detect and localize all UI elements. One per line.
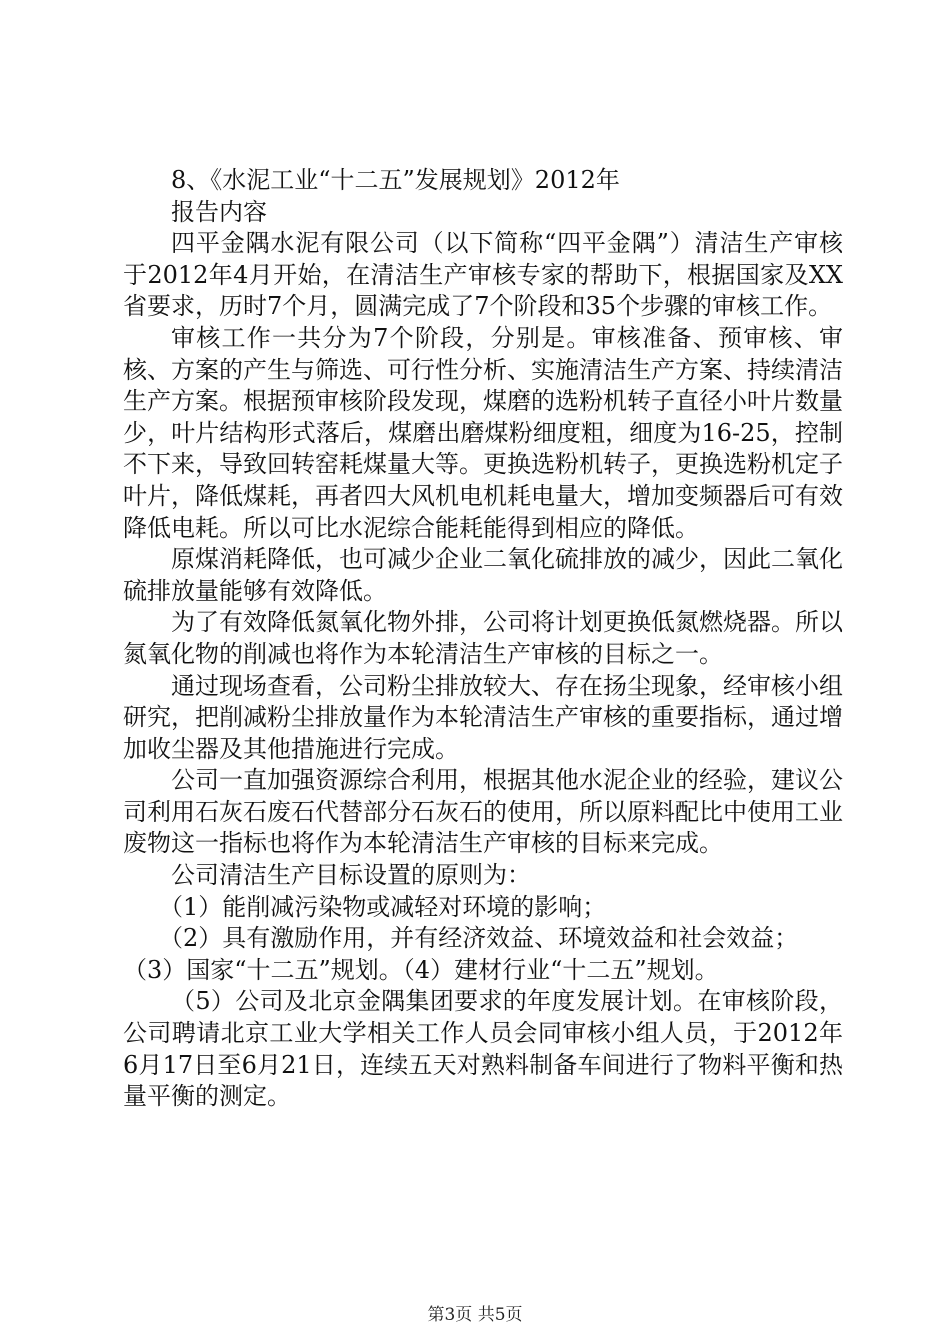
page-number-footer: 第3页 共5页 bbox=[427, 1305, 523, 1325]
paragraph-principle-5: （5）公司及北京金隅集团要求的年度发展计划。在审核阶段，公司聘请北京工业大学相关工作人员会同审核小组人员，于2012年6月17日至6月21日，连续五天对熟料制备车间进行了物料平衡和热量平衡的测定。 bbox=[123, 987, 843, 1111]
paragraph-sulfur-dioxide: 原煤消耗降低，也可减少企业二氧化硫排放的减少，因此二氧化硫排放量能够有效降低。 bbox=[123, 545, 843, 605]
paragraph-principle-2: （2）具有激励作用，并有经济效益、环境效益和社会效益； bbox=[159, 924, 799, 953]
paragraph-report-heading: 报告内容 bbox=[171, 197, 267, 226]
document-body bbox=[123, 165, 843, 1113]
paragraph-principle-1: （1）能削减污染物或减轻对环境的影响； bbox=[159, 892, 607, 921]
paragraph-plan-title: 8、《水泥工业“十二五”发展规划》2012年 bbox=[171, 166, 620, 194]
paragraph-nitrogen-oxides: 为了有效降低氮氧化物外排，公司将计划更换低氮燃烧器。所以氮氧化物的削减也将作为本轮清洁生产审核的目标之一。 bbox=[123, 608, 843, 668]
paragraph-audit-intro: 四平金隅水泥有限公司（以下简称“四平金隅”）清洁生产审核于2012年4月开始，在清洁生产审核专家的帮助下，根据国家及XX省要求，历时7个月，圆满完成了7个阶段和35个步骤的审核工作。 bbox=[123, 229, 843, 321]
paragraph-target-principles: 公司清洁生产目标设置的原则为： bbox=[171, 861, 531, 890]
paragraph-resource-utilization: 公司一直加强资源综合利用，根据其他水泥企业的经验，建议公司利用石灰石废石代替部分石灰石的使用，所以原料配比中使用工业废物这一指标也将作为本轮清洁生产审核的目标来完成。 bbox=[123, 766, 843, 858]
paragraph-dust-emission: 通过现场查看，公司粉尘排放较大、存在扬尘现象，经审核小组研究，把削减粉尘排放量作为本轮清洁生产审核的重要指标，通过增加收尘器及其他措施进行完成。 bbox=[123, 671, 843, 763]
paragraph-principle-3-4: （3）国家“十二五”规划。（4）建材行业“十二五”规划。 bbox=[123, 955, 719, 984]
paragraph-audit-stages: 审核工作一共分为7个阶段，分别是。审核准备、预审核、审核、方案的产生与筛选、可行性分析、实施清洁生产方案、持续清洁生产方案。根据预审核阶段发现，煤磨的选粉机转子直径小叶片数量少，叶片结构形式落后，煤磨出磨煤粉细度粗，细度为16-25，控制不下来，导致回转窑耗煤量大等。更换选粉机转子，更换选粉机定子叶片，降低煤耗，再者四大风机电机耗电量大，增加变频器后可有效降低电耗。所以可比水泥综合能耗能得到相应的降低。 bbox=[123, 323, 843, 542]
